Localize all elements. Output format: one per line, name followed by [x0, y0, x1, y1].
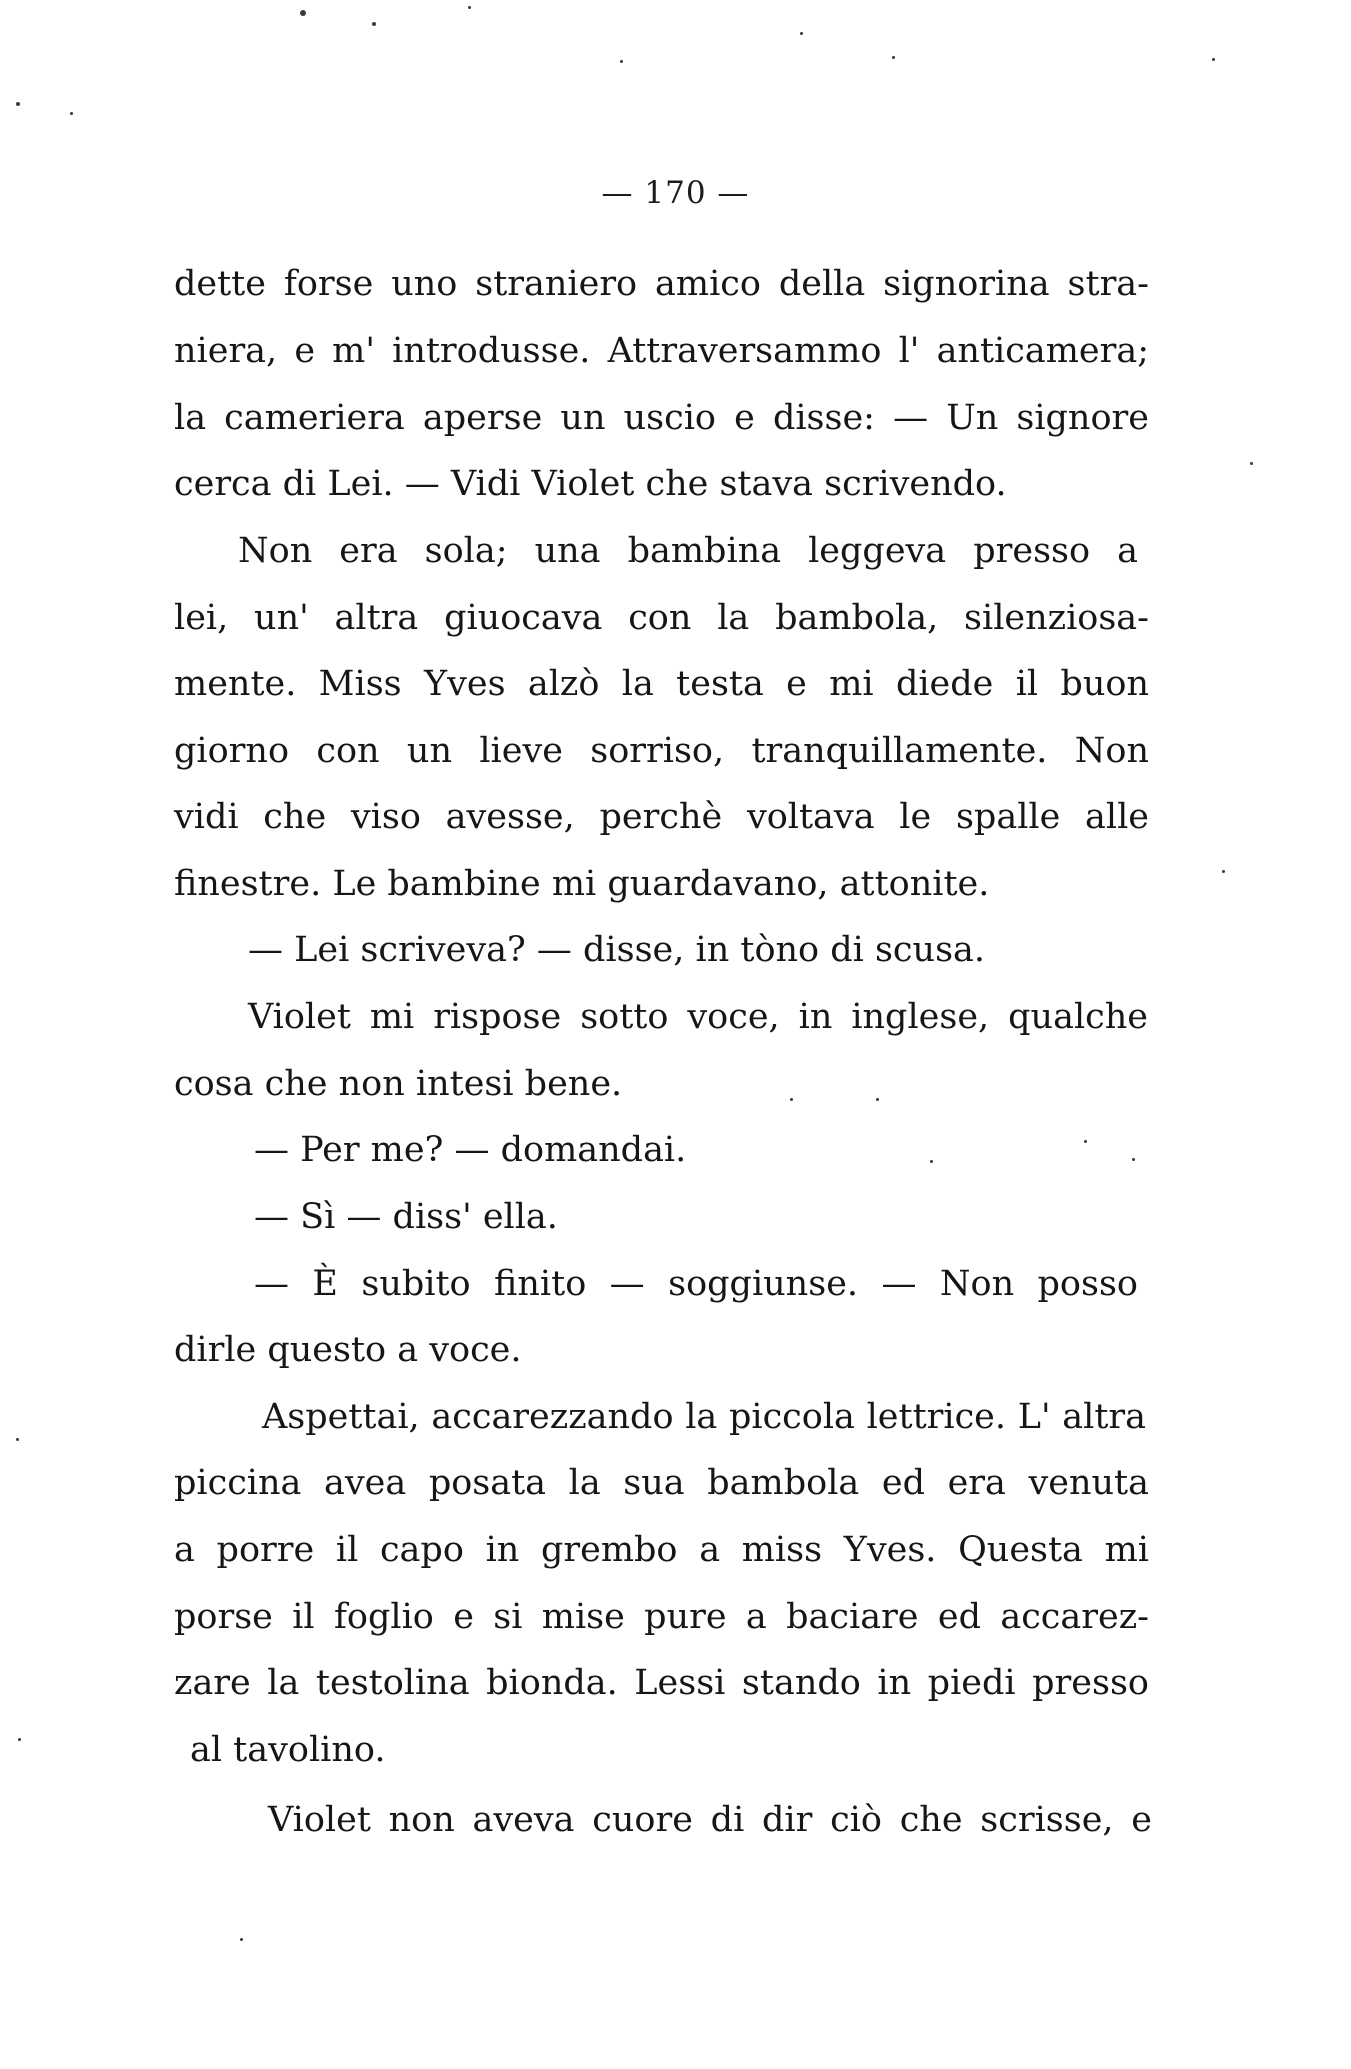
scan-speck [1084, 1140, 1087, 1143]
text-line: porse il foglio e si mise pure a baciare ed accarez- [174, 1597, 1149, 1637]
paragraph-start-line: Non era sola; una bambina leggeva presso a [238, 531, 1138, 571]
scan-speck [892, 56, 895, 59]
text-line: mente. Miss Yves alzò la testa e mi diede il buon [174, 664, 1149, 704]
text-line: zare la testolina bionda. Lessi stando in piedi presso [174, 1663, 1149, 1703]
scan-speck [1132, 1158, 1135, 1161]
text-line: cerca di Lei. — Vidi Violet che stava scrivendo. [174, 464, 1007, 504]
dialogue-line: — Sì — diss' ella. [254, 1197, 558, 1237]
text-line: finestre. Le bambine mi guardavano, attonite. [174, 864, 990, 904]
scan-speck [1212, 58, 1215, 61]
scan-speck [930, 1160, 933, 1163]
dialogue-line: — È subito finito — soggiunse. — Non posso [254, 1264, 1138, 1304]
scan-speck [18, 1738, 21, 1741]
dialogue-line: — Lei scriveva? — disse, in tòno di scusa. [248, 930, 986, 970]
scan-speck [300, 10, 306, 16]
text-line: lei, un' altra giuocava con la bambola, silenziosa- [174, 598, 1149, 638]
paragraph-start-line: Violet mi rispose sotto voce, in inglese, qualche [248, 997, 1148, 1037]
scan-speck [70, 112, 73, 115]
scan-speck [372, 22, 376, 26]
scan-speck [1222, 870, 1225, 873]
page-number: — 170 — [601, 175, 750, 211]
scan-speck [876, 1098, 879, 1101]
text-line: dette forse uno straniero amico della signorina stra- [174, 264, 1149, 304]
scan-speck [240, 1938, 243, 1941]
dialogue-line: — Per me? — domandai. [254, 1130, 687, 1170]
paragraph-start-line: Violet non aveva cuore di dir ciò che scrisse, e [268, 1800, 1152, 1840]
scan-speck [1250, 462, 1253, 465]
paragraph-start-line: Aspettai, accarezzando la piccola lettrice. L' altra [262, 1397, 1146, 1437]
text-line: niera, e m' introdusse. Attraversammo l' anticamera; [174, 331, 1149, 371]
text-line: al tavolino. [190, 1730, 386, 1770]
text-line: vidi che viso avesse, perchè voltava le spalle alle [174, 797, 1149, 837]
text-line: giorno con un lieve sorriso, tranquillamente. Non [174, 731, 1149, 771]
text-line: la cameriera aperse un uscio e disse: — Un signore [174, 398, 1149, 438]
scan-speck [16, 102, 20, 106]
text-line: piccina avea posata la sua bambola ed era venuta [174, 1463, 1149, 1503]
text-line: dirle questo a voce. [174, 1330, 522, 1370]
scan-speck [790, 1098, 793, 1101]
scan-speck [468, 6, 471, 9]
scan-speck [620, 60, 623, 63]
text-line: cosa che non intesi bene. [174, 1064, 623, 1104]
scan-speck [16, 1438, 19, 1441]
scan-speck [800, 32, 803, 35]
text-line: a porre il capo in grembo a miss Yves. Questa mi [174, 1530, 1149, 1570]
